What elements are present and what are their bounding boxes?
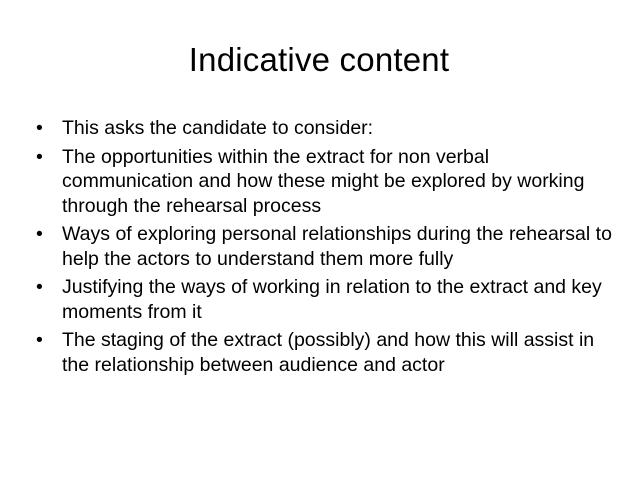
bullet-list (36, 116, 616, 381)
bullet-icon: • (36, 117, 43, 139)
bullet-text: The staging of the extract (possibly) and how this will assist in the relationship between audience and actor (62, 329, 595, 376)
bullet-item (36, 116, 616, 141)
bullet-item (36, 275, 616, 324)
slide-title: Indicative content (188, 41, 450, 78)
bullet-item (36, 328, 616, 377)
bullet-item (36, 222, 616, 271)
bullet-icon: • (36, 276, 43, 298)
bullet-icon: • (36, 223, 43, 245)
bullet-text: The opportunities within the extract for non verbal communication and how these might be explored by working through the rehearsal process (62, 145, 585, 217)
bullet-icon: • (36, 329, 43, 351)
bullet-item (36, 145, 616, 219)
bullet-icon: • (36, 145, 43, 168)
bullet-text: Justifying the ways of working in relation to the extract and key moments from it (62, 276, 602, 323)
bullet-text: Ways of exploring personal relationships during the rehearsal to help the actors to understand them more fully (62, 223, 612, 270)
bullet-text: This asks the candidate to consider: (62, 117, 374, 139)
